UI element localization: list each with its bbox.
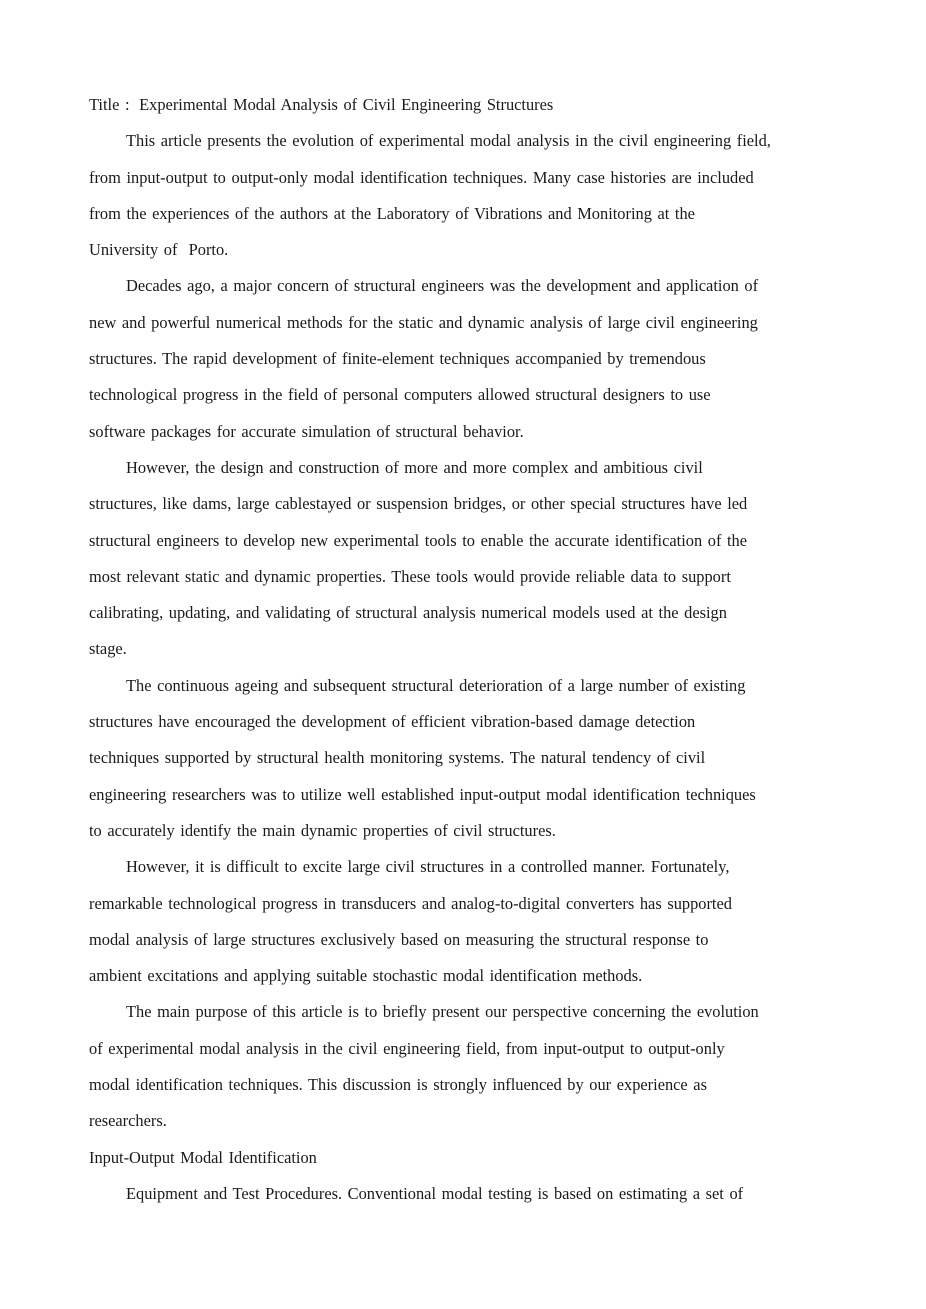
title-label: Title : (89, 95, 130, 114)
text-line: researchers. (89, 1111, 167, 1131)
paragraph-continuous-ageing (89, 668, 841, 849)
text-line: However, the design and construction of more and more complex and ambitious civil (126, 457, 703, 477)
text-line: structural engineers to develop new experimental tools to enable the accurate identification of the (89, 530, 748, 550)
text-line: of experimental modal analysis in the civil engineering field, from input-output to output-only (89, 1038, 725, 1058)
text-line: new and powerful numerical methods for the static and dynamic analysis of large civil engineering (89, 312, 758, 332)
text-line: calibrating, updating, and validating of structural analysis numerical models used at the design (89, 603, 727, 623)
text-line: The main purpose of this article is to briefly present our perspective concerning the evolution (126, 1002, 759, 1022)
text-line: However, it is difficult to excite large civil structures in a controlled manner. Fortunately, (126, 857, 730, 877)
text-line: technological progress in the field of personal computers allowed structural designers to use (89, 385, 711, 405)
text-line: modal identification techniques. This discussion is strongly influenced by our experience as (89, 1075, 707, 1095)
title-text: Experimental Modal Analysis of Civil Engineering Structures (139, 95, 554, 114)
text-line: ambient excitations and applying suitable stochastic modal identification methods. (89, 966, 643, 986)
text-line: Equipment and Test Procedures. Conventional modal testing is based on estimating a set of (126, 1183, 744, 1203)
text-line: The continuous ageing and subsequent structural deterioration of a large number of existing (126, 675, 746, 695)
paragraph-however-difficult (89, 849, 841, 994)
text-line: to accurately identify the main dynamic properties of civil structures. (89, 820, 556, 840)
paragraph-however-design (89, 450, 841, 668)
text-line: Decades ago, a major concern of structural engineers was the development and application of (126, 276, 759, 296)
text-line: structures. The rapid development of finite-element techniques accompanied by tremendous (89, 349, 706, 369)
paragraph-main-purpose (89, 994, 841, 1139)
text-line: techniques supported by structural health monitoring systems. The natural tendency of civil (89, 748, 706, 768)
text-line: engineering researchers was to utilize well established input-output modal identification techniques (89, 784, 756, 804)
text-line: modal analysis of large structures exclusively based on measuring the structural response to (89, 929, 709, 949)
text-line: from the experiences of the authors at the Laboratory of Vibrations and Monitoring at the (89, 203, 695, 223)
text-line: This article presents the evolution of experimental modal analysis in the civil engineering field, (126, 131, 771, 151)
section-heading: Input-Output Modal Identification (89, 1147, 317, 1167)
paragraph-decades-ago (89, 268, 841, 449)
text-line: University of Porto. (89, 240, 229, 260)
text-line: structures, like dams, large cablestayed or suspension bridges, or other special structures have led (89, 494, 748, 514)
text-line: from input-output to output-only modal identification techniques. Many case histories are included (89, 167, 754, 187)
text-line: most relevant static and dynamic properties. These tools would provide reliable data to support (89, 566, 731, 586)
text-line: stage. (89, 639, 127, 659)
paragraph-equipment (89, 1176, 841, 1212)
document-title (89, 87, 841, 123)
text-line: structures have encouraged the development of efficient vibration-based damage detection (89, 712, 696, 732)
paragraph-abstract (89, 123, 841, 268)
text-line: software packages for accurate simulation of structural behavior. (89, 421, 524, 441)
document-page (89, 87, 841, 1212)
text-line: remarkable technological progress in transducers and analog-to-digital converters has supported (89, 893, 732, 913)
